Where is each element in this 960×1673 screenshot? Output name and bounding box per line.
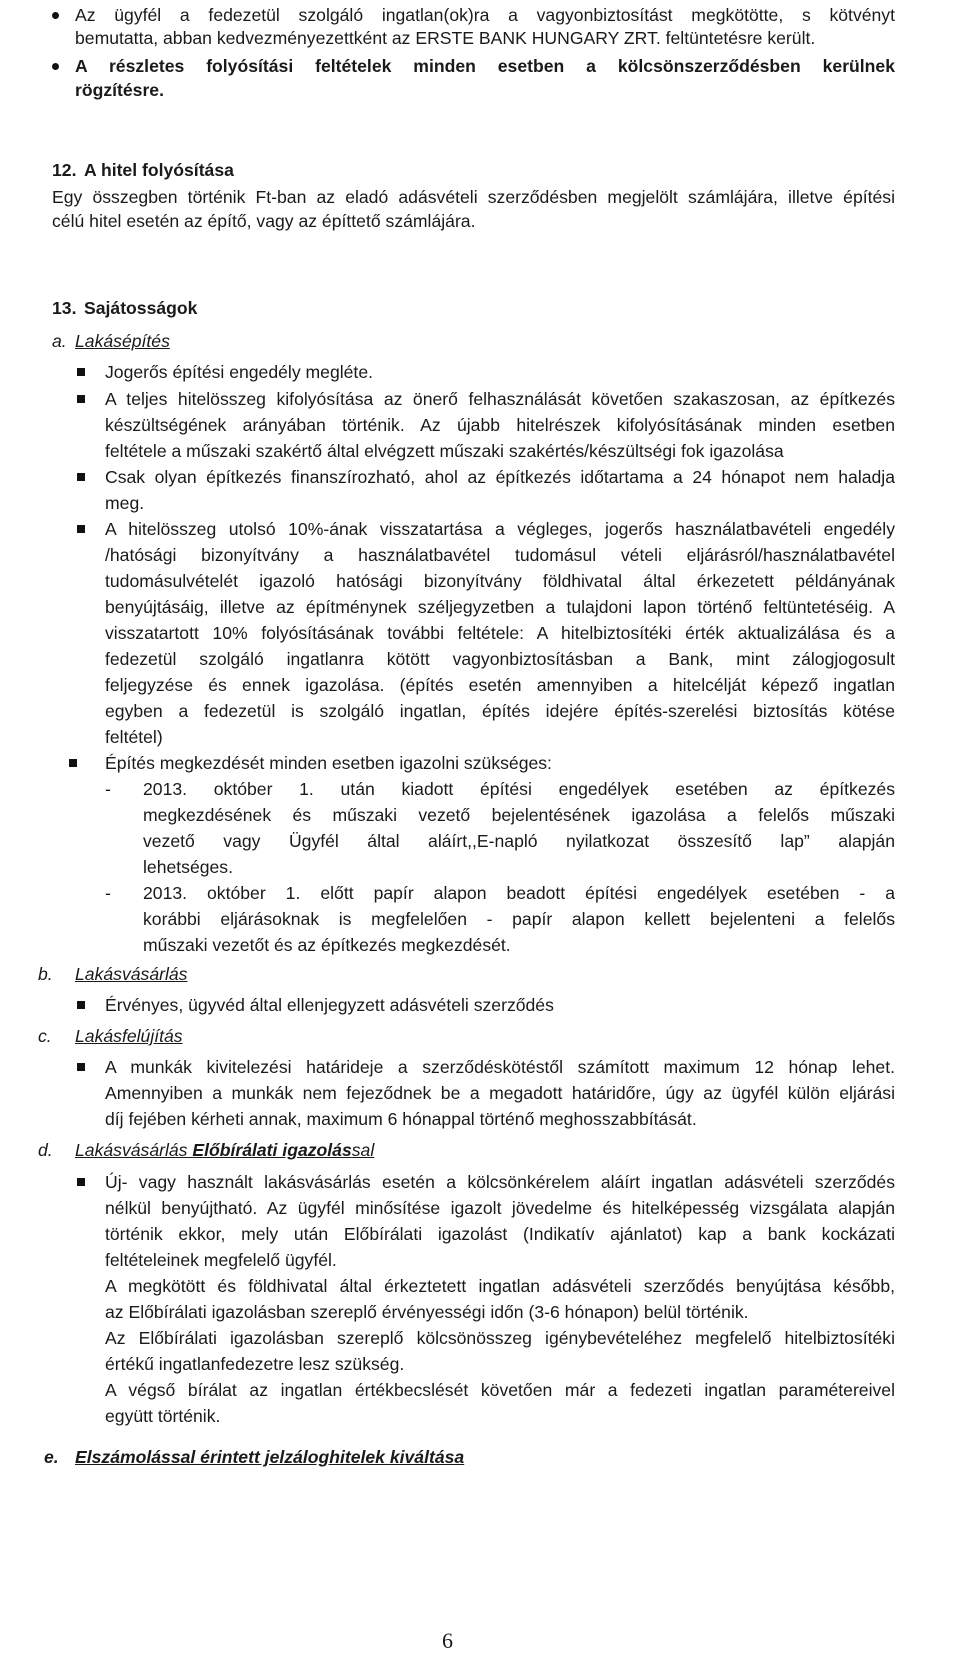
intro-bullet-1-line-1: Az ügyfél a fedezetül szolgáló ingatlan(ok)ra a vagyonbiztosítást megkötötte, s kötvényt <box>75 5 895 25</box>
bullet-dot-icon <box>52 12 59 19</box>
a-line-4: feltétele a műszaki szakértő által elvégzett műszaki szakértés/készültségi fok igazolása <box>105 441 784 461</box>
section-12-text-line-1: Egy összegben történik Ft-ban az eladó adásvételi szerződésben megjelölt számlájára, illetve építési <box>52 187 895 207</box>
a-line-22: korábbi eljárásoknak is megfelelően - papír alapon kellett bejelenteni a felelős <box>143 909 895 929</box>
d-line-7: Az Előbírálati igazolásban szereplő kölcsönösszeg igénybevételéhez megfelelő hitelbiztosítéki <box>105 1328 895 1348</box>
subsection-b-title: Lakásvásárlás <box>75 964 188 984</box>
a-line-10: benyújtásáig, illetve az építménynek széljegyzetben a tulajdoni lapon történő feltüntetéséig. A <box>105 597 895 617</box>
bullet-square-icon <box>77 473 85 481</box>
page-number: 6 <box>442 1628 453 1653</box>
a-line-8: /hatósági bizonyítvány a használatbavétel tudomásul vételi eljárásról/használatbavétel <box>105 545 895 565</box>
a-line-11: visszatartott 10% folyósításának további feltétele: A hitelbiztosítéki érték aktualizálása és a <box>105 623 895 643</box>
a-line-13: feljegyzése és ennek igazolása. (építés esetén amennyiben a hitelcélját képező ingatlan <box>105 675 895 695</box>
c-line-1: A munkák kivitelezési határideje a szerződéskötéstől számított maximum 12 hónap lehet. <box>105 1057 895 1077</box>
a-line-12: fedezetül szolgáló ingatlanra kötött vagyonbiztosításban a Bank, mint zálogjogosult <box>105 649 895 669</box>
section-13-number: 13. <box>52 298 77 318</box>
subsection-e-letter: e. <box>44 1447 59 1467</box>
subsection-e-title: Elszámolással érintett jelzáloghitelek kiváltása <box>75 1447 465 1467</box>
a-line-20: lehetséges. <box>143 857 233 877</box>
d-line-3: történik ekkor, mely után Előbírálati igazolást (Indikatív ajánlatot) kap a bank kockázati <box>105 1224 895 1244</box>
a-line-18: megkezdésének és műszaki vezető bejelentésének igazolása a felelős műszaki <box>143 805 895 825</box>
bullet-square-icon <box>77 368 85 376</box>
subsection-a-title: Lakásépítés <box>75 331 170 351</box>
d-line-4: feltételeinek megfelelő ügyfél. <box>105 1250 337 1270</box>
bullet-square-icon <box>77 525 85 533</box>
subsection-d-letter: d. <box>38 1140 53 1160</box>
subsection-b-letter: b. <box>38 964 53 984</box>
bullet-square-icon <box>69 759 77 767</box>
section-12-text-line-2: célú hitel esetén az építő, vagy az építtető számlájára. <box>52 211 476 231</box>
subsection-c-title: Lakásfelújítás <box>75 1026 183 1046</box>
a-line-16: Építés megkezdését minden esetben igazolni szükséges: <box>105 753 552 773</box>
section-12-title: A hitel folyósítása <box>84 160 234 180</box>
a-line-19: vezető vagy Ügyfél által aláírt,,E-napló nyilatkozat összesítő lap” alapján <box>143 831 895 851</box>
intro-bullet-2-line-2: rögzítésre. <box>75 80 164 100</box>
intro-bullet-1-line-2: bemutatta, abban kedvezményezettként az ERSTE BANK HUNGARY ZRT. feltüntetésre került. <box>75 28 816 48</box>
dash-marker: - <box>105 883 111 903</box>
intro-bullet-2-line-1: A részletes folyósítási feltételek minden esetben a kölcsönszerződésben kerülnek <box>75 56 895 76</box>
d-line-6: az Előbírálati igazolásban szereplő érvényességi időn (3-6 hónapon) belül történik. <box>105 1302 749 1322</box>
subsection-d-title <box>75 1139 374 1161</box>
a-line-17: 2013. október 1. után kiadott építési engedélyek esetében az építkezés <box>143 779 895 799</box>
subsection-d-title-part-3: sal <box>351 1140 375 1160</box>
subsection-d-title-part-2: Előbírálati igazolás <box>192 1140 352 1160</box>
subsection-a-letter: a. <box>52 331 67 351</box>
a-line-6: meg. <box>105 493 145 513</box>
bullet-dot-icon <box>52 63 59 70</box>
a-line-1: Jogerős építési engedély megléte. <box>105 362 373 382</box>
subsection-d-title-part-1: Lakásvásárlás <box>75 1140 188 1160</box>
a-line-3: készültségének arányában történik. Az újabb hitelrészek kifolyósításának minden esetben <box>105 415 895 435</box>
bullet-square-icon <box>77 1001 85 1009</box>
bullet-square-icon <box>77 1178 85 1186</box>
bullet-square-icon <box>77 1063 85 1071</box>
d-line-8: értékű ingatlanfedezetre lesz szükség. <box>105 1354 405 1374</box>
a-line-2: A teljes hitelösszeg kifolyósítása az önerő felhasználását követően szakaszosan, az építkezés <box>105 389 895 409</box>
subsection-c-letter: c. <box>38 1026 52 1046</box>
a-line-15: feltétel) <box>105 727 163 747</box>
a-line-21: 2013. október 1. előtt papír alapon beadott építési engedélyek esetében - a <box>143 883 895 903</box>
a-line-5: Csak olyan építkezés finanszírozható, ahol az építkezés időtartama a 24 hónapot nem haladja <box>105 467 895 487</box>
c-line-2: Amennyiben a munkák nem fejeződnek be a megadott határidőre, úgy az ügyfél külön eljárási <box>105 1083 895 1103</box>
b-line-1: Érvényes, ügyvéd által ellenjegyzett adásvételi szerződés <box>105 995 554 1015</box>
section-12-number: 12. <box>52 160 77 180</box>
a-line-14: egyben a fedezetül is szolgáló ingatlan, építés idejére építés-szerelési biztosítás kötése <box>105 701 895 721</box>
d-line-10: együtt történik. <box>105 1406 221 1426</box>
d-line-9: A végső bírálat az ingatlan értékbecslését követően már a fedezeti ingatlan paramétereivel <box>105 1380 895 1400</box>
a-line-7: A hitelösszeg utolsó 10%-ának visszatartása a végleges, jogerős használatbavételi engedély <box>105 519 895 539</box>
bullet-square-icon <box>77 395 85 403</box>
d-line-1: Új- vagy használt lakásvásárlás esetén a kölcsönkérelem aláírt ingatlan adásvételi szerződés <box>105 1172 895 1192</box>
d-line-2: nélkül benyújtható. Az ügyfél minősítése igazolt jövedelme és hitelképesség vizsgálata alapján <box>105 1198 895 1218</box>
c-line-3: díj fejében kérheti annak, maximum 6 hónappal történő meghosszabbítását. <box>105 1109 697 1129</box>
dash-marker: - <box>105 779 111 799</box>
section-13-title: Sajátosságok <box>84 298 198 318</box>
a-line-9: tudomásulvételét igazoló hatósági bizonyítvány földhivatal által érkezetett példányának <box>105 571 895 591</box>
a-line-23: műszaki vezetőt és az építkezés megkezdését. <box>143 935 511 955</box>
d-line-5: A megkötött és földhivatal által érkeztetett ingatlan adásvételi szerződés benyújtása később, <box>105 1276 895 1296</box>
